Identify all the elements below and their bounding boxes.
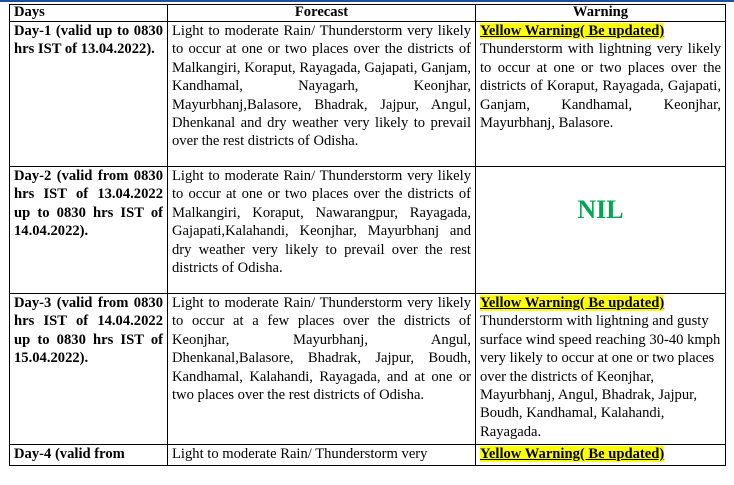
forecast-cell: Light to moderate Rain/ Thunderstorm very likely to occur at one or two places over the districts of Malkangiri, Koraput, Nawarangpur, Rayagada, Gajapati,Kalahandi, Keonjhar, Mayurbhanj and dry weather very likely to prevail over the rest districts of Odisha.: [168, 167, 476, 294]
warning-cell: [476, 445, 726, 466]
forecast-cell: Light to moderate Rain/ Thunderstorm very likely to occur at one or two places over the districts of Malkangiri, Koraput, Rayagada, Gajapati, Ganjam, Kandhamal, Nayagarh, Keonjhar, Mayurbhanj,Balasore, Bhadrak, Jajpur, Angul, Dhenkanal and dry weather very likely to prevail over the rest districts of Odisha.: [168, 22, 476, 167]
day-cell: Day-1 (valid up to 0830 hrs IST of 13.04.2022).: [10, 22, 168, 167]
day-cell: Day-3 (valid from 0830 hrs IST of 14.04.2022 up to 0830 hrs IST of 15.04.2022).: [10, 294, 168, 445]
top-rule: [0, 0, 734, 2]
warning-text: Thunderstorm with lightning very likely to occur at one or two places over the districts of Koraput, Rayagada, Gajapati, Ganjam, Kandhamal, Keonjhar, Mayurbhanj, Balasore.: [480, 41, 721, 132]
forecast-cell: Light to moderate Rain/ Thunderstorm very likely to occur at a few places over the districts of Keonjhar, Mayurbhanj, Angul, Dhenkanal,Balasore, Bhadrak, Jajpur, Boudh, Kandhamal, Kalahandi, Rayagada, and at one or two places over the rest districts of Odisha.: [168, 294, 476, 445]
forecast-table: [9, 4, 726, 466]
warning-cell: [476, 294, 726, 445]
day-cell: Day-4 (valid from: [10, 445, 168, 466]
header-warning: Warning: [476, 5, 726, 22]
forecast-cell: Light to moderate Rain/ Thunderstorm very: [168, 445, 476, 466]
table-row: [10, 22, 726, 167]
header-row: [10, 5, 726, 22]
warning-cell: [476, 167, 726, 294]
table-row: [10, 445, 726, 466]
yellow-warning-label: Yellow Warning( Be updated): [480, 446, 665, 462]
table-row: [10, 294, 726, 445]
yellow-warning-label: Yellow Warning( Be updated): [480, 23, 665, 39]
nil-warning: NIL: [577, 195, 624, 224]
warning-text: Thunderstorm with lightning and gusty surface wind speed reaching 30-40 kmph very likely to occur at one or two places over the districts of Keonjhar, Mayurbhanj, Angul, Bhadrak, Jajpur, Boudh, Kandhamal, Kalahandi, Rayagada.: [480, 313, 721, 440]
warning-cell: [476, 22, 726, 167]
day-cell: Day-2 (valid from 0830 hrs IST of 13.04.2022 up to 0830 hrs IST of 14.04.2022).: [10, 167, 168, 294]
header-days: Days: [10, 5, 168, 22]
header-forecast: Forecast: [168, 5, 476, 22]
yellow-warning-label: Yellow Warning( Be updated): [480, 295, 665, 311]
table-row: [10, 167, 726, 294]
